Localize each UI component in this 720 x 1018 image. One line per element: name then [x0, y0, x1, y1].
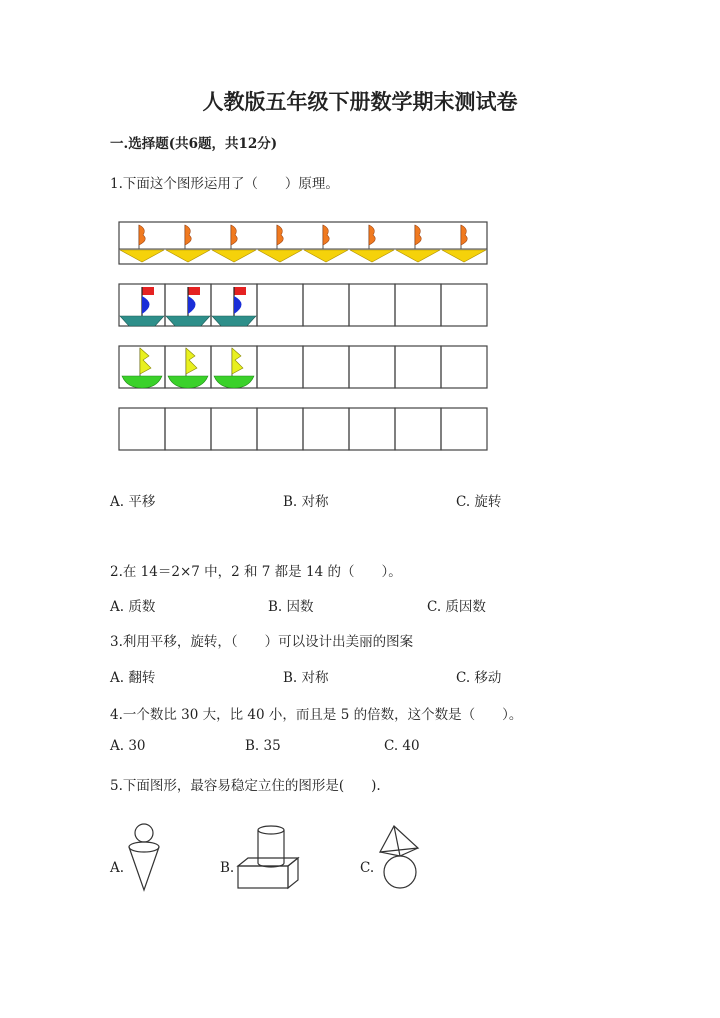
q1-option-b[interactable]: B. 对称 — [283, 494, 329, 510]
question-4-text: 4.一个数比 30 大，比 40 小，而且是 5 的倍数，这个数是（ ）。 — [110, 707, 523, 723]
grid-cell — [257, 346, 303, 388]
q5-option-b[interactable]: B. — [220, 860, 235, 876]
q4-option-c[interactable]: C. 40 — [384, 738, 420, 754]
orange-boat — [212, 225, 256, 262]
q1-option-a[interactable]: A. 平移 — [110, 494, 156, 510]
boat-pattern-figure — [115, 218, 495, 458]
grid-cell — [395, 346, 441, 388]
q5-option-a[interactable]: A. — [110, 860, 125, 876]
q3-option-a[interactable]: A. 翻转 — [110, 670, 156, 686]
row-yellow-boats — [119, 346, 487, 388]
orange-boat — [350, 225, 394, 262]
grid-cell — [441, 346, 487, 388]
grid-cell — [441, 284, 487, 326]
question-5-text: 5.下面图形，最容易稳定立住的图形是( ). — [110, 778, 381, 794]
q3-option-b[interactable]: B. 对称 — [283, 670, 329, 686]
cone-with-ball-shape — [124, 822, 174, 892]
blue-boat — [212, 287, 256, 326]
q3-option-c[interactable]: C. 移动 — [456, 670, 502, 686]
grid-cell — [441, 408, 487, 450]
pyramid-on-ball-shape — [376, 822, 426, 892]
q2-option-c[interactable]: C. 质因数 — [427, 599, 486, 615]
grid-cell — [303, 408, 349, 450]
yellow-boat — [168, 348, 208, 388]
grid-cell — [349, 284, 395, 326]
grid-cell — [303, 284, 349, 326]
yellow-boat — [214, 348, 254, 388]
question-2-text: 2.在 14＝2×7 中，2 和 7 都是 14 的（ ）。 — [110, 564, 402, 580]
q2-option-b[interactable]: B. 因数 — [268, 599, 314, 615]
orange-boat — [258, 225, 302, 262]
grid-cell — [349, 408, 395, 450]
blue-boat — [166, 287, 210, 326]
section-heading: 一.选择题(共6题，共12分) — [110, 136, 278, 152]
row-empty — [119, 408, 487, 450]
yellow-boat — [122, 348, 162, 388]
question-1-text: 1.下面这个图形运用了（ ）原理。 — [110, 176, 339, 192]
grid-cell — [257, 284, 303, 326]
q1-option-c[interactable]: C. 旋转 — [456, 494, 502, 510]
cylinder-on-box-shape — [236, 822, 306, 892]
grid-cell — [257, 408, 303, 450]
grid-cell — [395, 284, 441, 326]
question-3-text: 3.利用平移，旋转，（ ）可以设计出美丽的图案 — [110, 634, 414, 650]
orange-boat — [166, 225, 210, 262]
grid-cell — [165, 408, 211, 450]
q4-option-b[interactable]: B. 35 — [245, 738, 281, 754]
orange-boat — [120, 225, 164, 262]
page-title: 人教版五年级下册数学期末测试卷 — [202, 89, 518, 114]
grid-cell — [349, 346, 395, 388]
row-orange-boats — [119, 222, 487, 264]
orange-boat — [304, 225, 348, 262]
grid-cell — [303, 346, 349, 388]
q5-option-c[interactable]: C. — [360, 860, 375, 876]
q2-option-a[interactable]: A. 质数 — [110, 599, 156, 615]
orange-boat — [442, 225, 486, 262]
grid-cell — [211, 408, 257, 450]
grid-cell — [119, 408, 165, 450]
blue-boat — [120, 287, 164, 326]
grid-cell — [395, 408, 441, 450]
orange-boat — [396, 225, 440, 262]
row-blue-boats — [119, 284, 487, 326]
q4-option-a[interactable]: A. 30 — [110, 738, 146, 754]
